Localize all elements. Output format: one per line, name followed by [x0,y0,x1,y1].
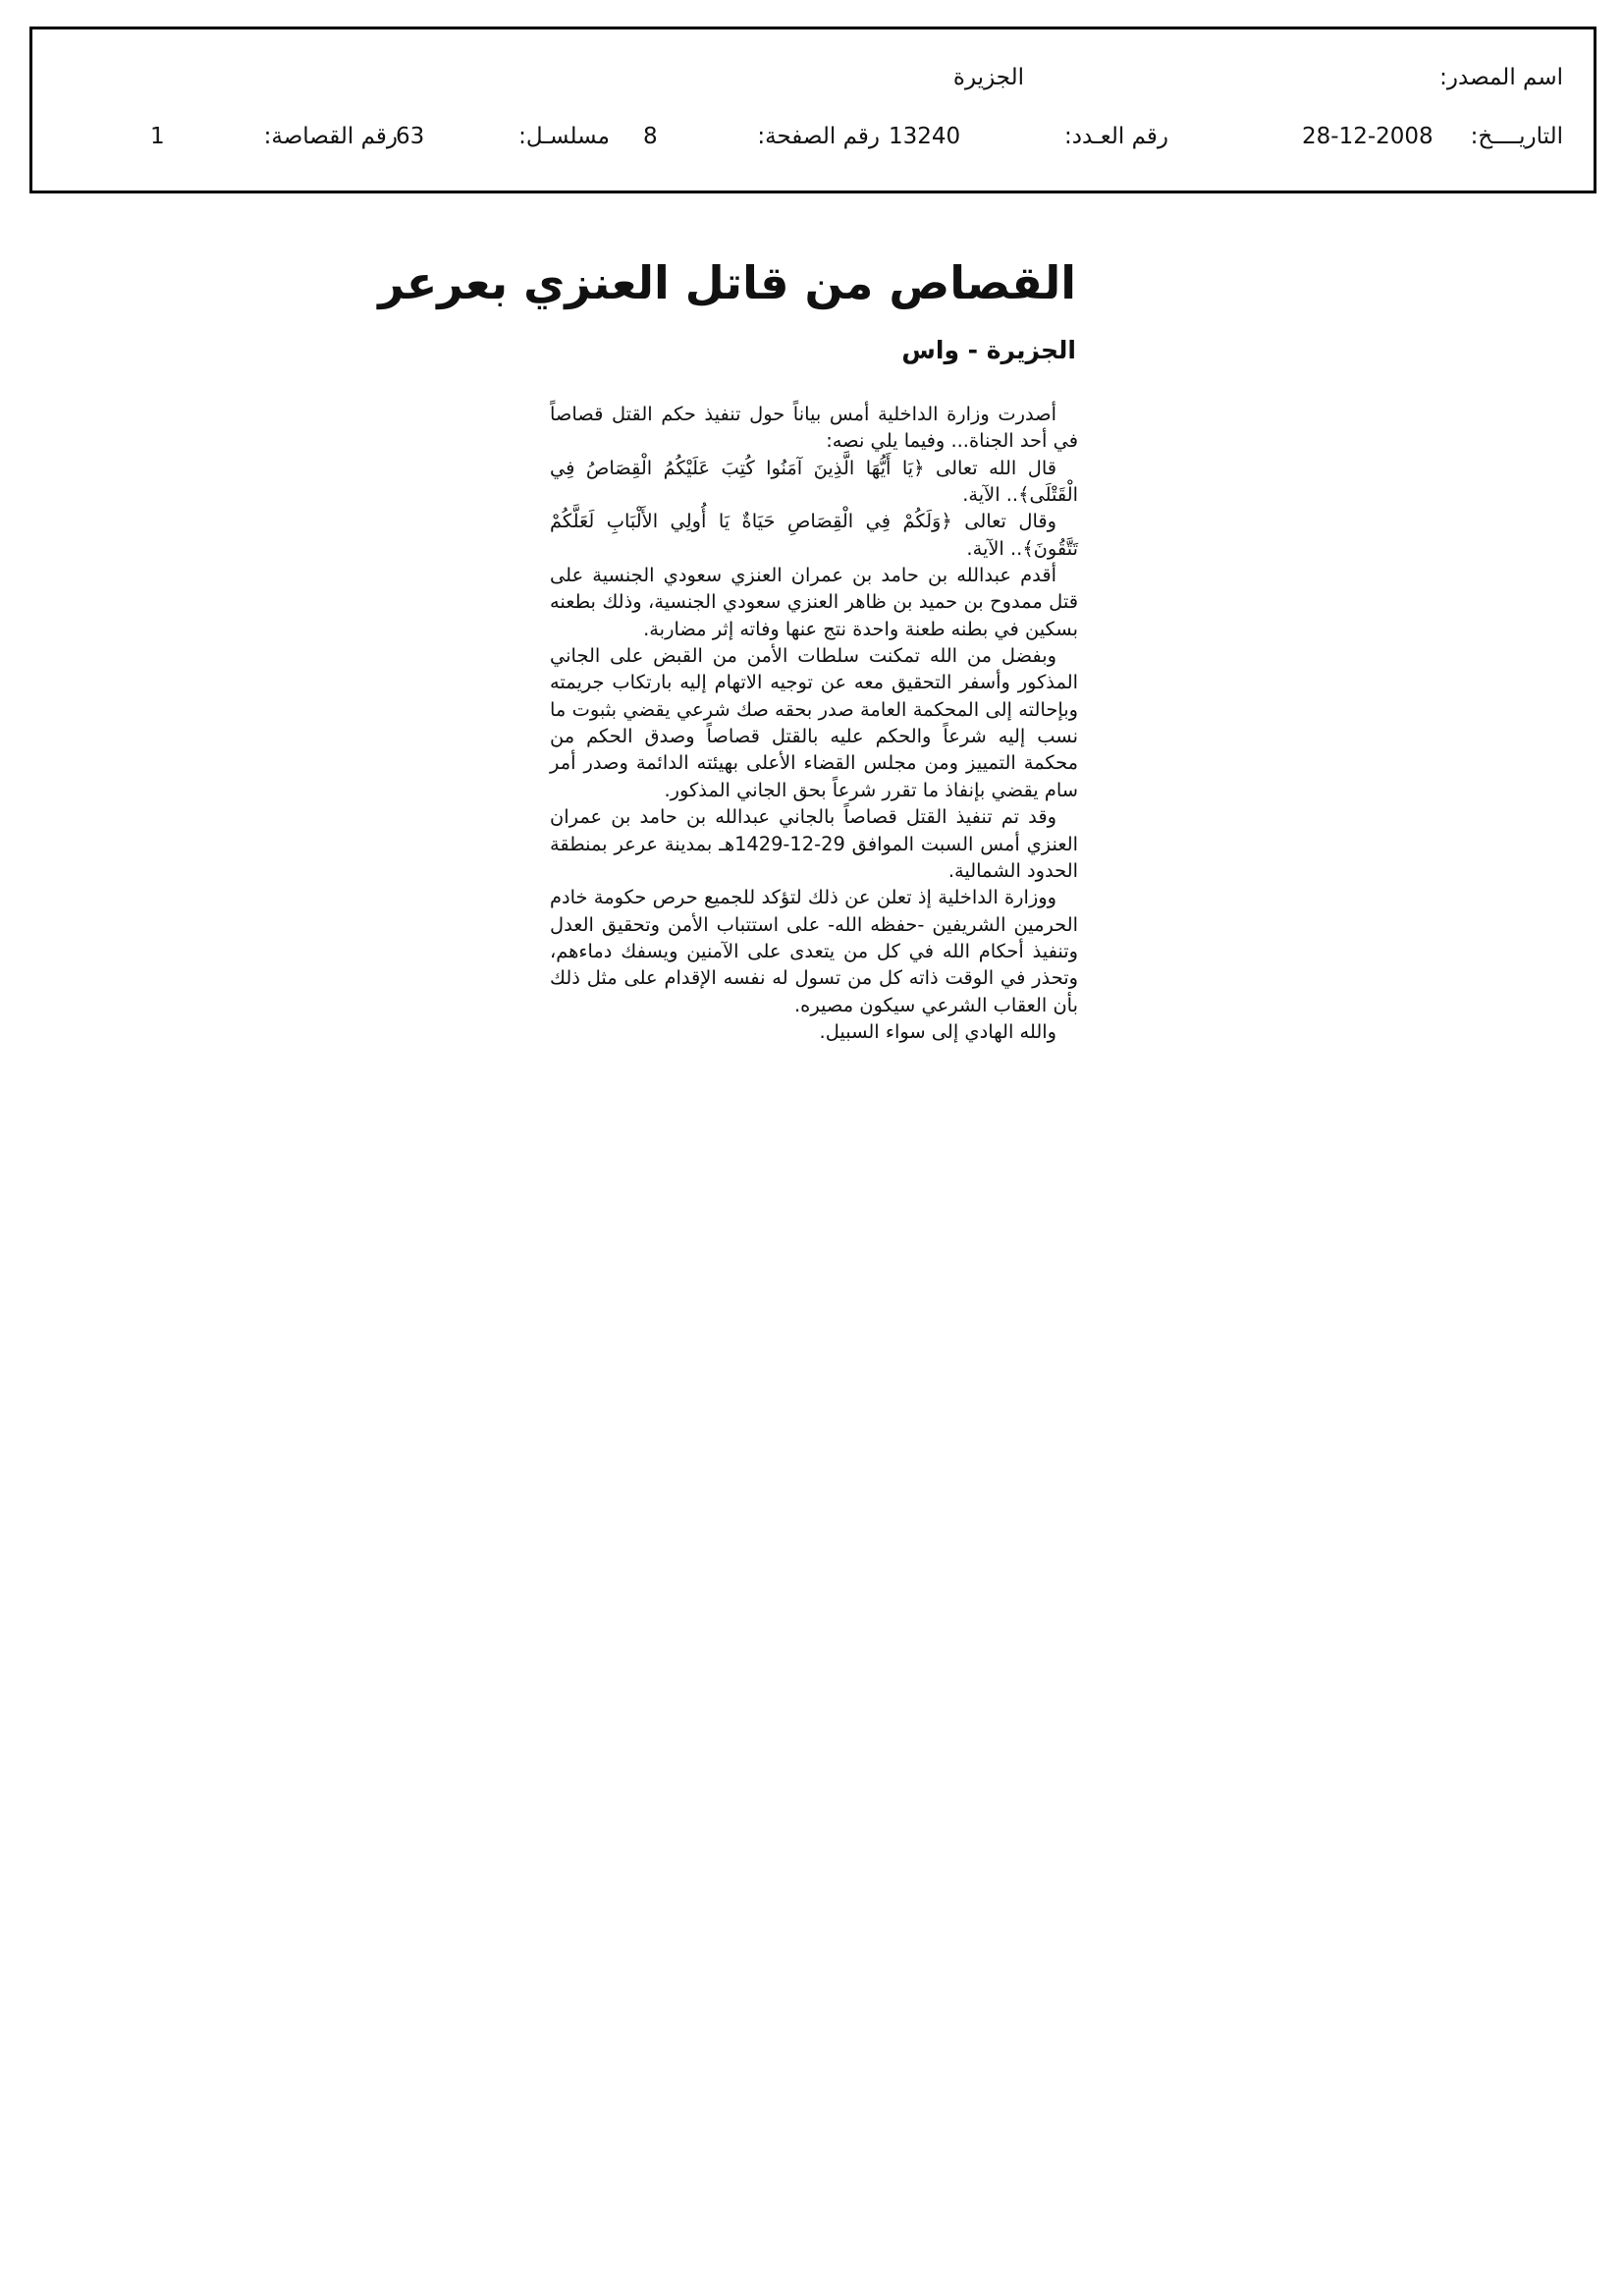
date-label: التاريــــخ: [1470,124,1563,149]
article-paragraph: وبفضل من الله تمكنت سلطات الأمن من القبض على الجاني المذكور وأسفر التحقيق معه عن توجيه الاتهام إليه بارتكاب جريمته وبإحالته إلى المحكمة العامة صدر بحقه صك شرعي يقضي بثبوت ما نسب إليه شرعاً والحكم عليه بالقتل قصاصاً وصدق الحكم من محكمة التمييز ومن مجلس القضاء الأعلى بهيئته الدائمة وصدر أمر سام يقضي بإنفاذ ما تقرر شرعاً بحق الجاني المذكور. [550,644,1078,801]
clipping-header [29,27,1596,193]
serial-label: مسلسـل: [518,124,610,149]
serial-value: 63 [396,124,425,149]
article-body [550,401,1078,1045]
source-label: اسم المصدر: [1439,65,1563,90]
article-paragraph: ووزارة الداخلية إذ تعلن عن ذلك لتؤكد للجميع حرص حكومة خادم الحرمين الشريفين -حفظه الله- على استتباب الأمن وتحقيق العدل وتنفيذ أحكام الله في كل من يتعدى على الآمنين ويسفك دماءهم، وتحذر في الوقت ذاته كل من تسول له نفسه الإقدام على مثل ذلك بأن العقاب الشرعي سيكون مصيره. [550,886,1078,1016]
article-paragraph: قال الله تعالى ﴿يَا أَيُّهَا الَّذِينَ آمَنُوا كُتِبَ عَلَيْكُمُ الْقِصَاصُ فِي الْقَتْلَى﴾.. الآية. [550,456,1078,507]
date-value: 28-12-2008 [1302,124,1434,149]
page-value: 8 [643,124,658,149]
article-paragraph: والله الهادي إلى سواء السبيل. [819,1019,1056,1043]
clip-value: 1 [150,124,165,149]
clip-label: رقم القصاصة: [263,124,398,149]
page-label: رقم الصفحة: [757,124,880,149]
article-paragraph: أقدم عبدالله بن حامد بن عمران العنزي سعودي الجنسية على قتل ممدوح بن حميد بن ظاهر العنزي سعودي الجنسية، وذلك بطعنه بسكين في بطنه طعنة واحدة نتج عنها وفاته إثر مضاربة. [550,564,1078,640]
article-title: القصاص من قاتل العنزي بعرعر [378,256,1076,309]
source-value: الجزيرة [952,65,1024,90]
issue-value: 13240 [889,124,961,149]
article-paragraph: وقد تم تنفيذ القتل قصاصاً بالجاني عبدالله بن حامد بن عمران العنزي أمس السبت الموافق 29-12-1429هـ بمدينة عرعر بمنطقة الحدود الشمالية. [550,805,1078,882]
article-paragraph: وقال تعالى ﴿وَلَكُمْ فِي الْقِصَاصِ حَيَاةٌ يَا أُولِي الأَلْبَابِ لَعَلَّكُمْ تَتَّقُونَ﴾.. الآية. [550,510,1078,560]
article-paragraph: أصدرت وزارة الداخلية أمس بياناً حول تنفيذ حكم القتل قصاصاً في أحد الجناة... وفيما يلي نصه: [550,403,1078,453]
article-byline: الجزيرة - واس [901,336,1076,364]
issue-label: رقم العـدد: [1063,124,1168,149]
